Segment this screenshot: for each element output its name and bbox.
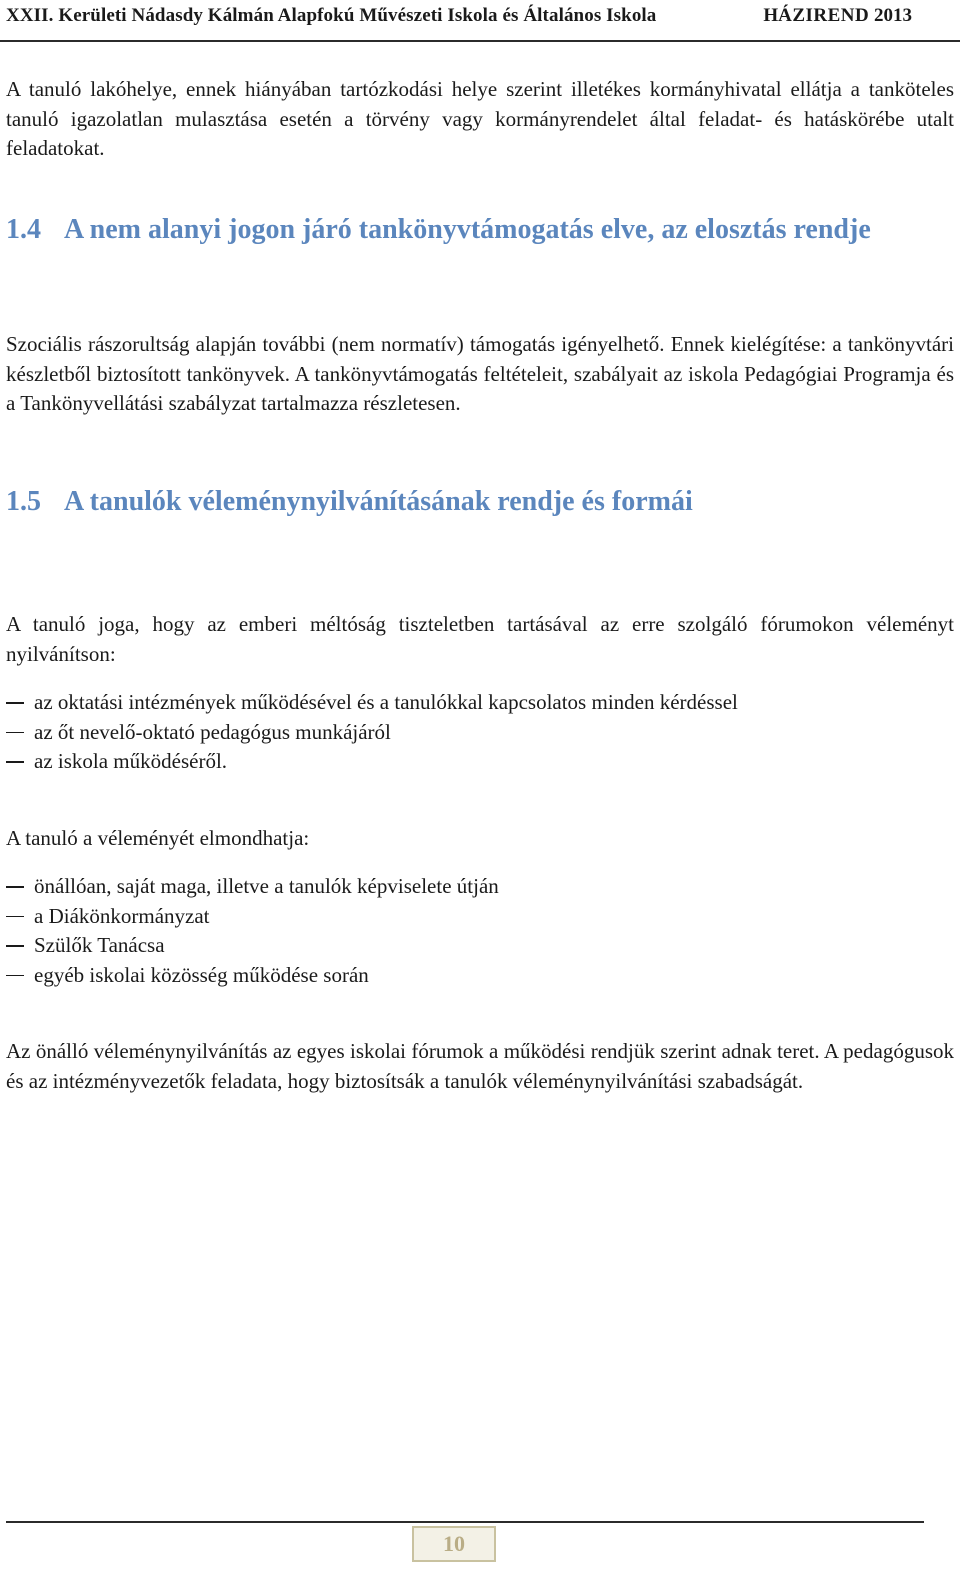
- dash-bullet: [6, 702, 24, 704]
- dash-bullet: [6, 975, 24, 977]
- list-item: az oktatási intézmények működésével és a tanulókkal kapcsolatos minden kérdéssel: [6, 688, 954, 718]
- opinion-channels-list: [6, 872, 954, 990]
- paragraph-residence-authority: A tanuló lakóhelye, ennek hiányában tartózkodási helye szerint illetékes kormányhivatal ellátja a tanköteles tanuló igazolatlan mulasztása esetén a törvény vagy kormányrendelet által feladat- és hatáskörébe utalt feladatokat.: [6, 77, 954, 160]
- list-item: az őt nevelő-oktató pedagógus munkájáról: [6, 718, 954, 748]
- paragraph-student-rights: A tanuló joga, hogy az emberi méltóság tiszteletben tartásával az erre szolgáló fórumokon véleményt nyilvánítson:: [6, 612, 954, 666]
- dash-bullet: [6, 886, 24, 888]
- dash-bullet: [6, 916, 24, 918]
- document-title-rest: ÁZIREND: [778, 5, 870, 26]
- school-name: XXII. Kerületi Nádasdy Kálmán Alapfokú Művészeti Iskola és Általános Iskola: [6, 5, 657, 26]
- section-heading-1-4: [6, 209, 906, 250]
- paragraph-textbook-support: Szociális rászorultság alapján további (nem normatív) támogatás igényelhető. Ennek kielégítése: a tankönyvtári készletből biztosított tankönyvek. A tankönyvtámogatás feltételeit, szabályait az iskola Pedagógiai Programja és a Tankönyvellátási szabályzat tartalmazza részletesen.: [6, 332, 954, 415]
- list-item: egyéb iskolai közösség működése során: [6, 961, 954, 991]
- footer-divider: [6, 1521, 924, 1523]
- section-number: 1.5: [6, 486, 41, 517]
- paragraph-independent-opinion: Az önálló véleménynyilvánítás az egyes iskolai fórumok a működési rendjük szerint adnak teret. A pedagógusok és az intézményvezetők feladata, hogy biztosítsák a tanulók véleménynyilvánítási szabadságát.: [6, 1039, 954, 1093]
- page-number: 10: [412, 1526, 496, 1562]
- page-header: [0, 0, 960, 42]
- section-title: A nem alanyi jogon járó tankönyvtámogatás elve, az elosztás rendje: [64, 214, 871, 245]
- document-title-initial: H: [763, 5, 779, 26]
- section-heading-1-5: [6, 481, 906, 522]
- dash-bullet: [6, 761, 24, 763]
- document-title: [763, 5, 912, 27]
- list-item: önállóan, saját maga, illetve a tanulók képviselete útján: [6, 872, 954, 902]
- paragraph-opinion-channels: A tanuló a véleményét elmondhatja:: [6, 826, 310, 850]
- list-item: a Diákönkormányzat: [6, 902, 954, 932]
- opinion-topics-list: [6, 688, 954, 777]
- section-number: 1.4: [6, 214, 41, 245]
- list-item: az iskola működéséről.: [6, 747, 954, 777]
- dash-bullet: [6, 945, 24, 947]
- list-item: Szülők Tanácsa: [6, 931, 954, 961]
- dash-bullet: [6, 732, 24, 734]
- section-title: A tanulók véleménynyilvánításának rendje és formái: [64, 486, 693, 517]
- document-year: 2013: [874, 5, 912, 26]
